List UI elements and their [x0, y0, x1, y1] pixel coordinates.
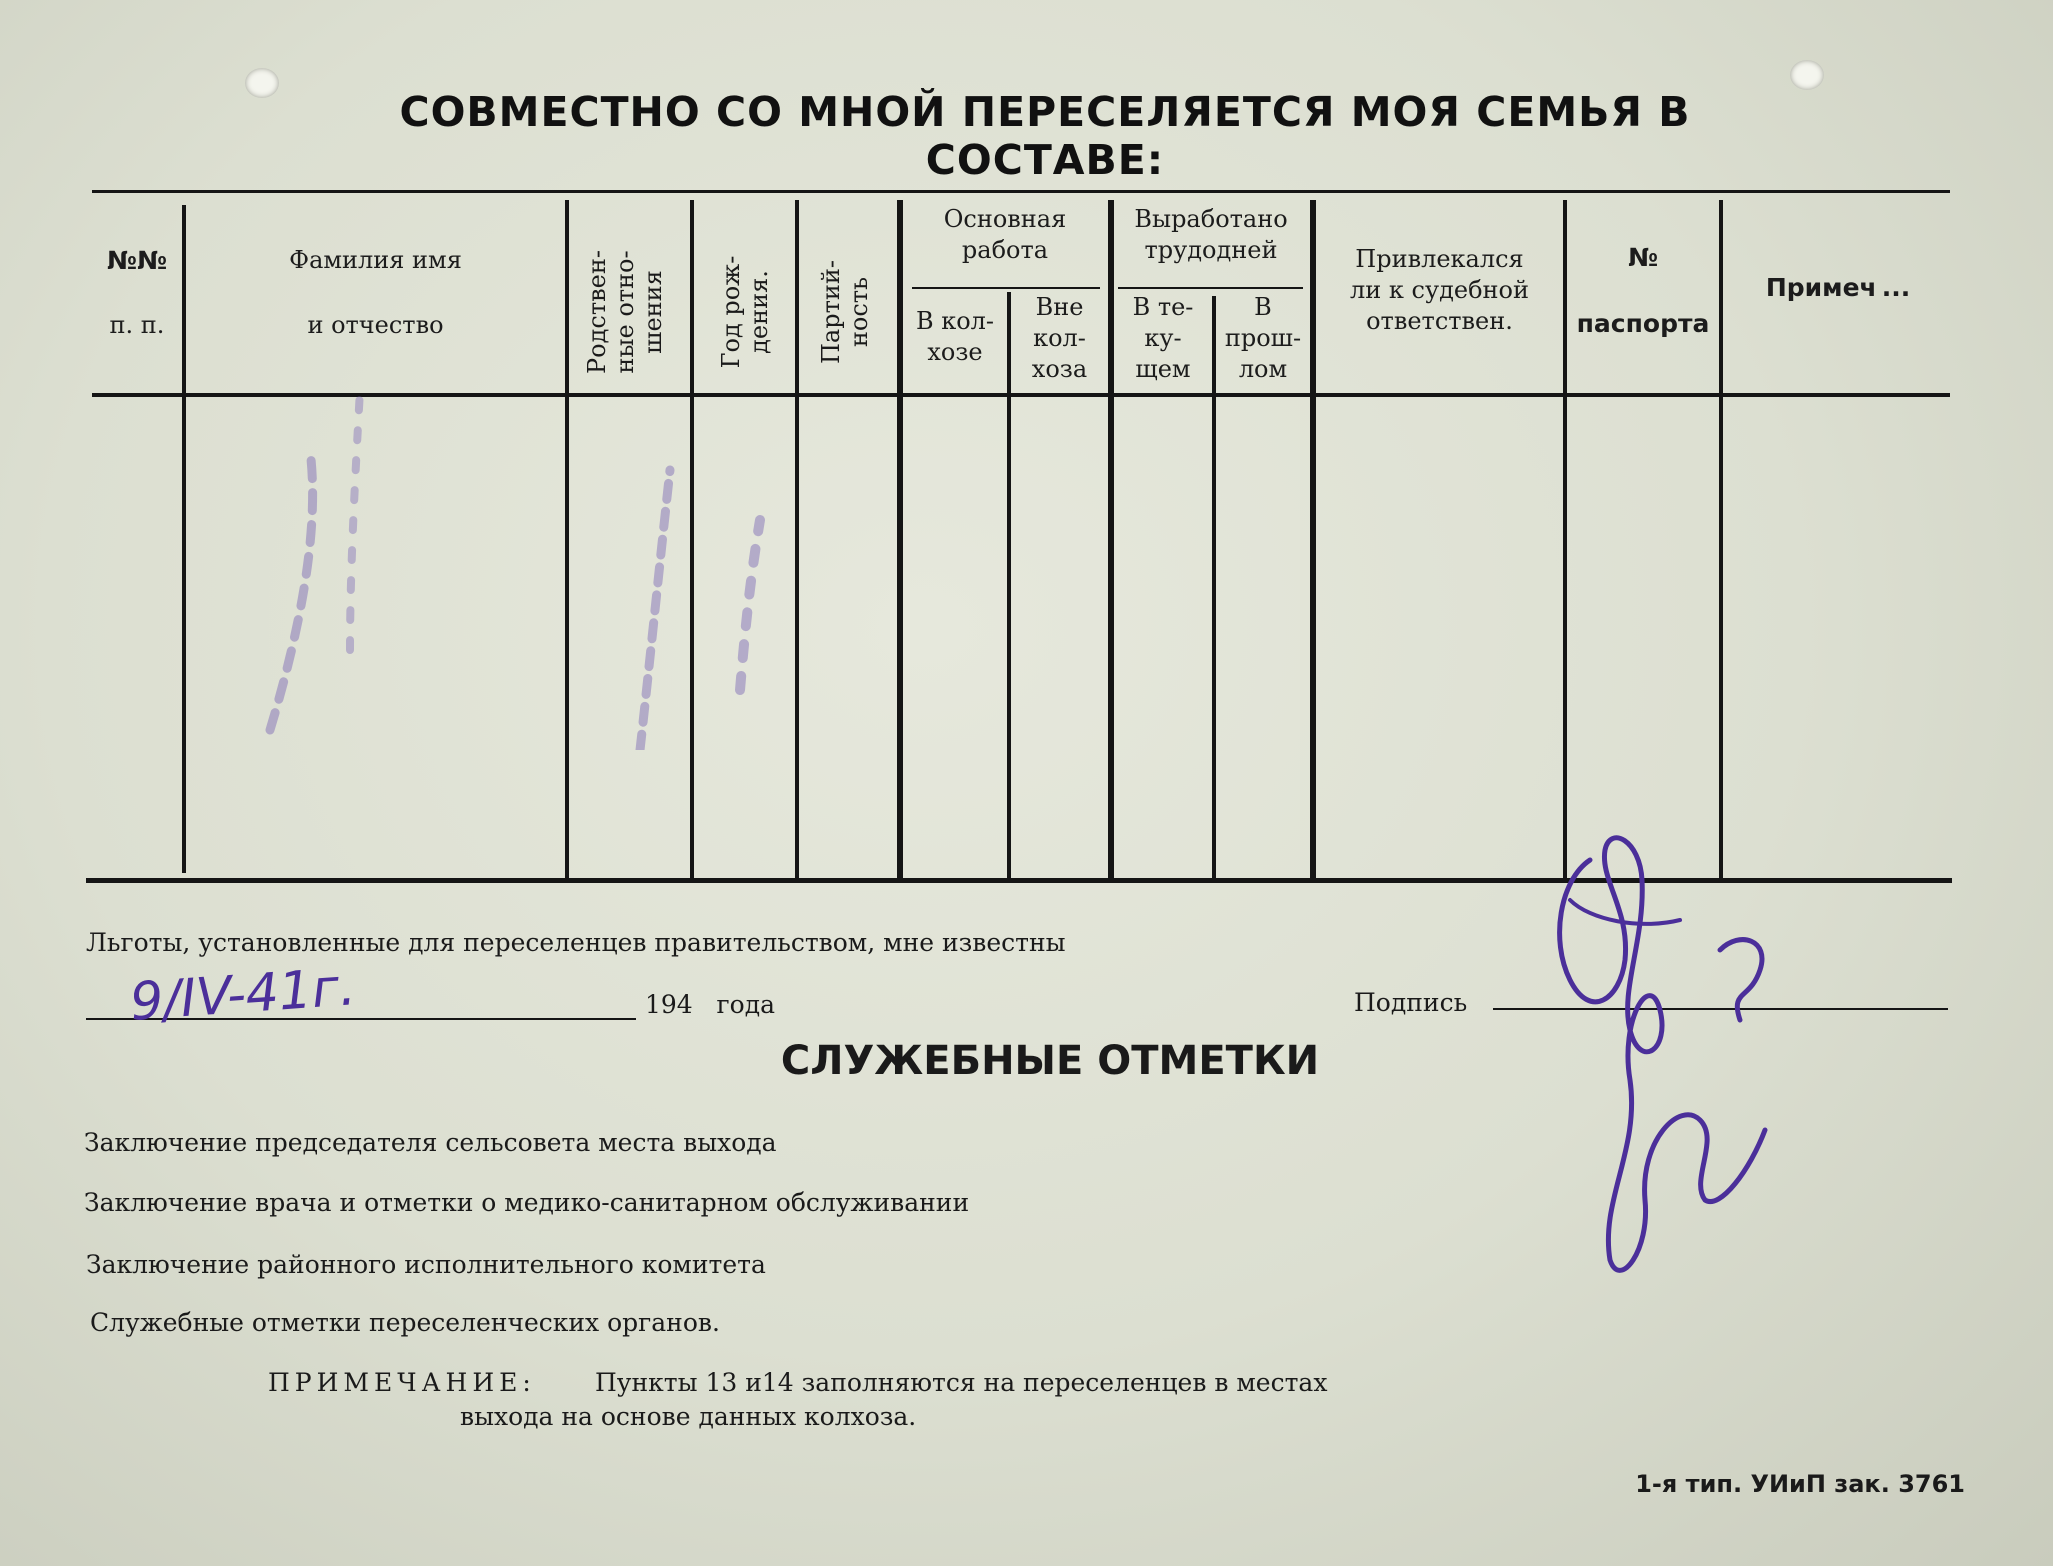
header-main-work: Основная работа [943, 205, 1067, 264]
header-court: Привлекался ли к судебной ответствен. [1350, 245, 1529, 335]
header-name-1: Фамилия имя [289, 246, 462, 274]
header-passport: паспорта [1576, 309, 1710, 338]
col-divider [182, 205, 186, 873]
section-title: СЛУЖЕБНЫЕ ОТМЕТКИ [780, 1038, 1320, 1084]
line-doctor: Заключение врача и отметки о медико-санитарном обслуживании [84, 1188, 970, 1217]
header-num: №№ [106, 246, 168, 275]
header-party: Партий- ность [817, 260, 873, 364]
header-name-2: и отчество [307, 311, 444, 339]
header-relation: Родствен- ные отно- шения [583, 250, 667, 374]
header-passport-symbol: № [1627, 243, 1659, 272]
header-work-outside: Вне кол- хоза [1031, 293, 1088, 383]
days-sub-rule [1118, 287, 1303, 289]
punch-hole [245, 68, 279, 98]
note-text-2: выхода на основе данных колхоза. [460, 1402, 917, 1431]
handwritten-date: 9/IV-41г. [128, 957, 358, 1033]
handwritten-signature [1530, 820, 1810, 1300]
printer-imprint: 1-я тип. УИиП зак. 3761 [1635, 1470, 1965, 1498]
line-resettlement-organs: Служебные отметки переселенческих органов. [90, 1308, 720, 1337]
header-birth-year: Год рож- дения. [717, 255, 773, 369]
work-sub-rule [912, 287, 1100, 289]
benefits-statement: Льготы, установленные для переселенцев правительством, мне известны [86, 928, 1066, 957]
col-divider [1563, 200, 1567, 880]
header-work-in-kolkhoz: В кол- хозе [915, 307, 995, 366]
note-label: ПРИМЕЧАНИЕ: [268, 1368, 536, 1397]
date-year-label: 194 года [645, 990, 776, 1019]
punch-hole [1790, 60, 1824, 90]
header-days-current: В те- ку- щем [1132, 293, 1194, 383]
header-days-previous: В прош- лом [1224, 293, 1302, 383]
note-text-1: Пункты 13 и14 заполняются на переселенцев в местах [595, 1368, 1328, 1397]
signature-label: Подпись [1354, 988, 1468, 1017]
faded-bleed-through-marks [240, 330, 840, 750]
header-workdays: Выработано трудодней [1134, 205, 1288, 264]
line-district-committee: Заключение районного исполнительного комитета [86, 1250, 766, 1279]
form-title: СОВМЕСТНО СО МНОЙ ПЕРЕСЕЛЯЕТСЯ МОЯ СЕМЬЯ В СОСТАВЕ: [399, 88, 1691, 184]
col-divider [897, 200, 903, 880]
header-notes: Примеч ... [1765, 273, 1911, 302]
line-village-council: Заключение председателя сельсовета места выхода [84, 1128, 777, 1157]
table-top-rule [92, 190, 1950, 193]
header-num-sub: п. п. [109, 311, 165, 339]
